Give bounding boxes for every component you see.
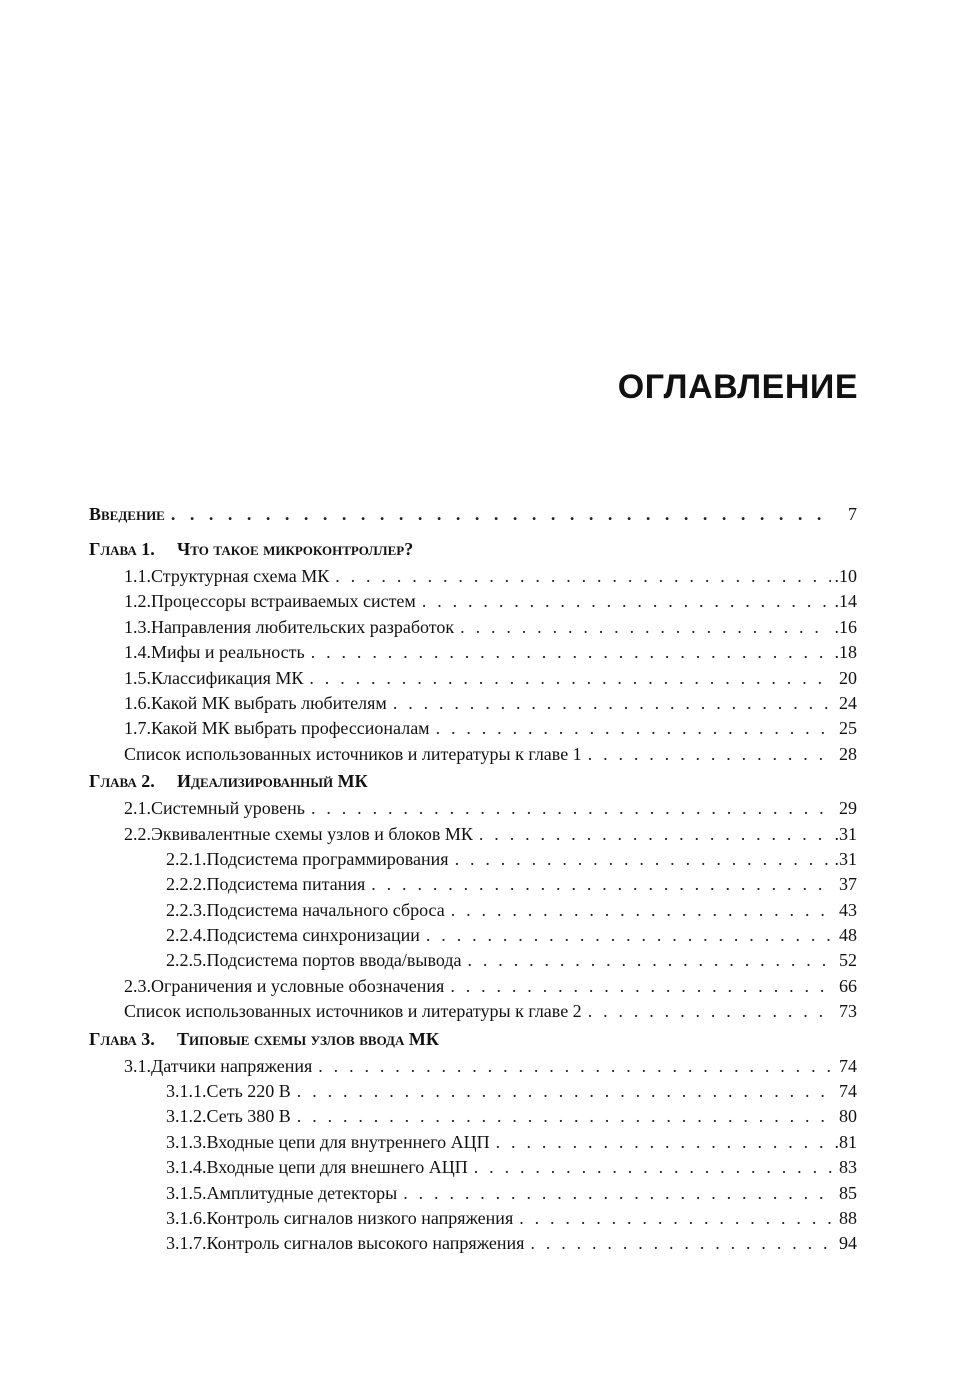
subsection-number: 2.2.5.	[166, 950, 207, 971]
chapter-heading-3[interactable]	[89, 1027, 857, 1054]
toc-subentry[interactable]	[89, 1206, 857, 1231]
subsection-number: 3.1.1.	[166, 1081, 207, 1102]
subsection-title: Входные цепи для внутреннего АЦП	[206, 1131, 490, 1152]
dot-leader	[451, 898, 833, 923]
page-number: 28	[839, 743, 857, 764]
sources-title: Список использованных источников и литературы к главе 1	[124, 743, 582, 764]
subsection-number: 2.2.2.	[166, 874, 207, 895]
subsection-title: Контроль сигналов высокого напряжения	[206, 1233, 525, 1254]
page-number: .31	[834, 848, 857, 869]
subsection-title: Подсистема программирования	[206, 848, 449, 869]
page-number: 73	[839, 1001, 857, 1022]
dot-leader	[318, 1054, 833, 1079]
page-number: 52	[839, 950, 857, 971]
dot-leader	[335, 564, 830, 589]
dot-leader	[297, 1104, 833, 1129]
subsection-title: Контроль сигналов низкого напряжения	[206, 1207, 514, 1228]
toc-entry[interactable]	[89, 716, 857, 741]
toc-entry[interactable]	[89, 615, 857, 640]
subsection-number: 3.1.4.	[166, 1157, 207, 1178]
dot-leader	[519, 1206, 833, 1231]
subsection-number: 3.1.3.	[166, 1131, 207, 1152]
toc-sources-entry[interactable]	[89, 999, 857, 1024]
toc-subentry[interactable]	[89, 1181, 857, 1206]
dot-leader	[479, 822, 831, 847]
page-number: .18	[834, 642, 857, 663]
dot-leader	[588, 742, 833, 767]
chapter-title: Идеализированный МК	[177, 771, 368, 792]
subsection-title: Подсистема портов ввода/вывода	[206, 950, 462, 971]
toc-subentry[interactable]	[89, 872, 857, 897]
dot-leader	[530, 1231, 833, 1256]
toc-subentry[interactable]	[89, 1079, 857, 1104]
chapter-title: Что такое микроконтроллер?	[177, 539, 414, 559]
section-title: Направления любительских разработок	[151, 616, 455, 637]
section-title: Системный уровень	[151, 798, 305, 819]
page-number: .16	[834, 616, 857, 637]
dot-leader	[403, 1181, 833, 1206]
dot-leader	[371, 872, 833, 897]
page-title: ОГЛАВЛЕНИЕ	[617, 368, 858, 406]
page-number: 29	[839, 798, 857, 819]
toc-entry[interactable]	[89, 691, 857, 716]
page-number: 85	[839, 1182, 857, 1203]
section-title: Эквивалентные схемы узлов и блоков МК	[151, 823, 473, 844]
subsection-title: Подсистема начального сброса	[206, 899, 445, 920]
toc-subentry[interactable]	[89, 898, 857, 923]
section-number: 1.7.	[124, 718, 151, 739]
intro-label: Введение	[89, 504, 165, 524]
subsection-number: 2.2.1.	[166, 848, 207, 869]
chapter-number: Глава 3.	[89, 1028, 155, 1049]
section-number: 1.4.	[124, 642, 151, 663]
section-number: 3.1.	[124, 1055, 151, 1076]
page-number: .14	[834, 591, 857, 612]
section-title: Какой МК выбрать любителям	[151, 692, 387, 713]
subsection-title: Сеть 380 В	[206, 1106, 291, 1127]
section-title: Какой МК выбрать профессионалам	[151, 718, 430, 739]
toc-subentry[interactable]	[89, 923, 857, 948]
page-number: 7	[848, 504, 857, 524]
toc-entry[interactable]	[89, 822, 857, 847]
table-of-contents	[89, 502, 857, 1257]
dot-leader	[455, 847, 831, 872]
dot-leader	[460, 615, 830, 640]
dot-leader	[309, 666, 833, 691]
toc-subentry[interactable]	[89, 847, 857, 872]
dot-leader	[468, 948, 834, 973]
dot-leader	[588, 999, 833, 1024]
section-number: 2.3.	[124, 975, 151, 996]
subsection-number: 2.2.3.	[166, 899, 207, 920]
subsection-title: Амплитудные детекторы	[206, 1182, 398, 1203]
toc-sources-entry[interactable]	[89, 742, 857, 767]
dot-leader	[393, 691, 833, 716]
page-number: 25	[839, 718, 857, 739]
subsection-number: 3.1.5.	[166, 1182, 207, 1203]
dot-leader	[436, 716, 833, 741]
section-title: Структурная схема МК	[151, 566, 330, 586]
page-number: 74	[839, 1055, 857, 1076]
page-number: 74	[839, 1081, 857, 1102]
section-title: Датчики напряжения	[151, 1055, 313, 1076]
toc-subentry[interactable]	[89, 1104, 857, 1129]
toc-subentry[interactable]	[89, 1130, 857, 1155]
page-number: 66	[839, 975, 857, 996]
toc-subentry[interactable]	[89, 948, 857, 973]
subsection-title: Подсистема питания	[206, 874, 366, 895]
page-number: 48	[839, 925, 857, 946]
page-number: 37	[839, 874, 857, 895]
toc-entry[interactable]	[89, 666, 857, 691]
toc-entry[interactable]	[89, 589, 857, 614]
subsection-number: 3.1.2.	[166, 1106, 207, 1127]
section-number: 2.1.	[124, 798, 151, 819]
chapter-heading-2[interactable]	[89, 769, 857, 796]
dot-leader	[496, 1130, 831, 1155]
dot-leader	[297, 1079, 833, 1104]
chapter-number: Глава 1.	[89, 539, 155, 559]
toc-subentry[interactable]	[89, 1231, 857, 1256]
chapter-title: Типовые схемы узлов ввода МК	[177, 1028, 439, 1049]
subsection-title: Подсистема синхронизации	[206, 925, 420, 946]
page-number: 20	[839, 667, 857, 688]
dot-leader	[311, 796, 833, 821]
page-number: .31	[834, 823, 857, 844]
dot-leader	[311, 640, 831, 665]
page-number: .10	[834, 566, 857, 586]
subsection-title: Сеть 220 В	[206, 1081, 291, 1102]
page-number: 83	[839, 1157, 857, 1178]
toc-intro-row[interactable]	[89, 502, 857, 528]
dot-leader	[474, 1155, 833, 1180]
dot-leader	[171, 502, 833, 527]
section-title: Классификация МК	[151, 667, 304, 688]
page-number: 43	[839, 899, 857, 920]
toc-entry[interactable]	[89, 974, 857, 999]
page-number: 80	[839, 1106, 857, 1127]
toc-entry[interactable]	[89, 564, 857, 589]
page-number: 88	[839, 1207, 857, 1228]
subsection-number: 3.1.7.	[166, 1233, 207, 1254]
dot-leader	[450, 974, 833, 999]
page-number: 24	[839, 692, 857, 713]
section-title: Ограничения и условные обозначения	[151, 975, 445, 996]
chapter-heading-1[interactable]	[89, 537, 857, 564]
section-title: Мифы и реальность	[151, 642, 305, 663]
sources-title: Список использованных источников и литературы к главе 2	[124, 1001, 582, 1022]
subsection-number: 2.2.4.	[166, 925, 207, 946]
page-number: 94	[839, 1233, 857, 1254]
section-number: 2.2.	[124, 823, 151, 844]
section-number: 1.5.	[124, 667, 151, 688]
dot-leader	[426, 923, 833, 948]
dot-leader	[422, 589, 831, 614]
chapter-number: Глава 2.	[89, 771, 155, 792]
section-title: Процессоры встраиваемых систем	[151, 591, 416, 612]
toc-entry[interactable]	[89, 796, 857, 821]
section-number: 1.1.	[124, 566, 151, 586]
toc-entry[interactable]	[89, 640, 857, 665]
toc-entry[interactable]	[89, 1054, 857, 1079]
page-number: .81	[834, 1131, 857, 1152]
subsection-number: 3.1.6.	[166, 1207, 207, 1228]
section-number: 1.2.	[124, 591, 151, 612]
section-number: 1.3.	[124, 616, 151, 637]
section-number: 1.6.	[124, 692, 151, 713]
subsection-title: Входные цепи для внешнего АЦП	[206, 1157, 468, 1178]
toc-subentry[interactable]	[89, 1155, 857, 1180]
